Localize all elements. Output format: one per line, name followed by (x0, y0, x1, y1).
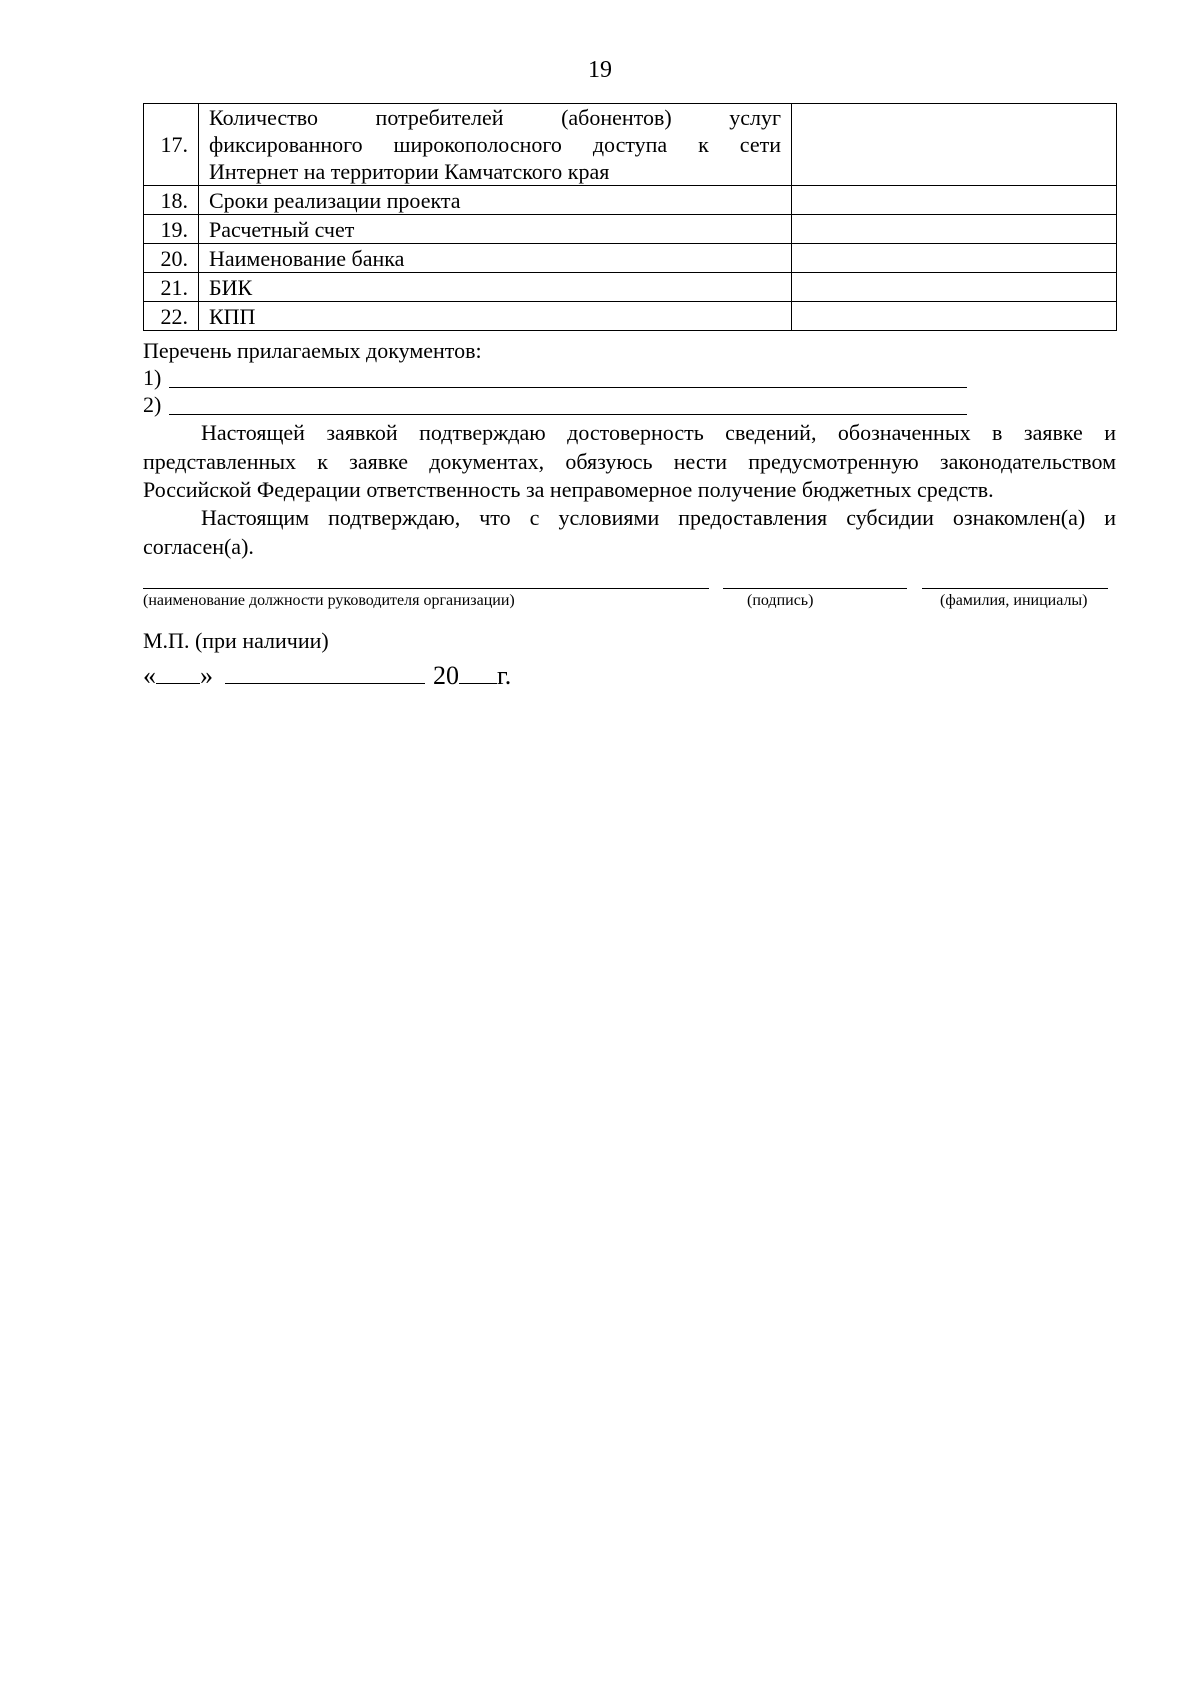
row-value-cell[interactable] (792, 273, 1117, 302)
document-marker: 2) (143, 392, 162, 417)
row-label: БИК (199, 273, 792, 302)
attached-documents (143, 337, 1116, 418)
row-label-line: фиксированного широкополосного доступа к сети (209, 132, 781, 157)
row-value-cell[interactable] (792, 186, 1117, 215)
row-label: Сроки реализации проекта (199, 186, 792, 215)
table-row-18 (144, 186, 1117, 215)
name-signature-line[interactable] (922, 588, 1108, 589)
conditions-statement: Настоящим подтверждаю, что с условиями предоставления субсидии ознакомлен(а) и согласен(а). (143, 505, 1116, 559)
date-month-blank[interactable] (225, 659, 425, 684)
document-blank-field[interactable] (169, 392, 967, 415)
row-number: 17. (144, 104, 199, 186)
date-day-blank[interactable] (156, 659, 200, 684)
row-label: КПП (199, 302, 792, 331)
row-label-line: Интернет на территории Камчатского края (209, 159, 610, 184)
name-caption: (фамилия, инициалы) (940, 592, 1088, 609)
row-label: Расчетный счет (199, 215, 792, 244)
accuracy-statement: Настоящей заявкой подтверждаю достоверность сведений, обозначенных в заявке и представленных к заявке документах, обязуюсь нести предусмотренную законодательством Российской Федерации ответственность за неправомерное получение бюджетных средств. (143, 420, 1116, 502)
row-number: 22. (144, 302, 199, 331)
date-open-quote: « (143, 661, 156, 690)
document-marker: 1) (143, 365, 162, 390)
table-row-21 (144, 273, 1117, 302)
table-row-22 (144, 302, 1117, 331)
document-line-2 (143, 391, 1116, 418)
row-number: 19. (144, 215, 199, 244)
document-line-1 (143, 364, 1116, 391)
row-label (199, 104, 792, 186)
signature-line[interactable] (723, 588, 907, 589)
row-value-cell[interactable] (792, 244, 1117, 273)
table-row-20 (144, 244, 1117, 273)
application-table (143, 103, 1117, 331)
date-close-quote: » (200, 661, 213, 690)
row-value-cell[interactable] (792, 215, 1117, 244)
row-label: Наименование банка (199, 244, 792, 273)
document-blank-field[interactable] (169, 365, 967, 388)
row-number: 21. (144, 273, 199, 302)
row-number: 18. (144, 186, 199, 215)
attached-documents-heading: Перечень прилагаемых документов: (143, 338, 482, 363)
page-number: 19 (588, 57, 612, 83)
date-year-suffix: г. (497, 661, 512, 690)
date-year-blank[interactable] (459, 659, 497, 684)
row-number: 20. (144, 244, 199, 273)
row-value-cell[interactable] (792, 302, 1117, 331)
date-row (143, 659, 511, 692)
date-century: 20 (433, 661, 459, 690)
row-value-cell[interactable] (792, 104, 1117, 186)
row-label-line: Количество потребителей (абонентов) услуг (209, 105, 781, 130)
stamp-label: М.П. (при наличии) (143, 628, 329, 653)
table-row-17 (144, 104, 1117, 186)
table-row-19 (144, 215, 1117, 244)
position-caption: (наименование должности руководителя организации) (143, 592, 515, 609)
signature-caption: (подпись) (747, 592, 814, 609)
position-signature-line[interactable] (143, 588, 709, 589)
